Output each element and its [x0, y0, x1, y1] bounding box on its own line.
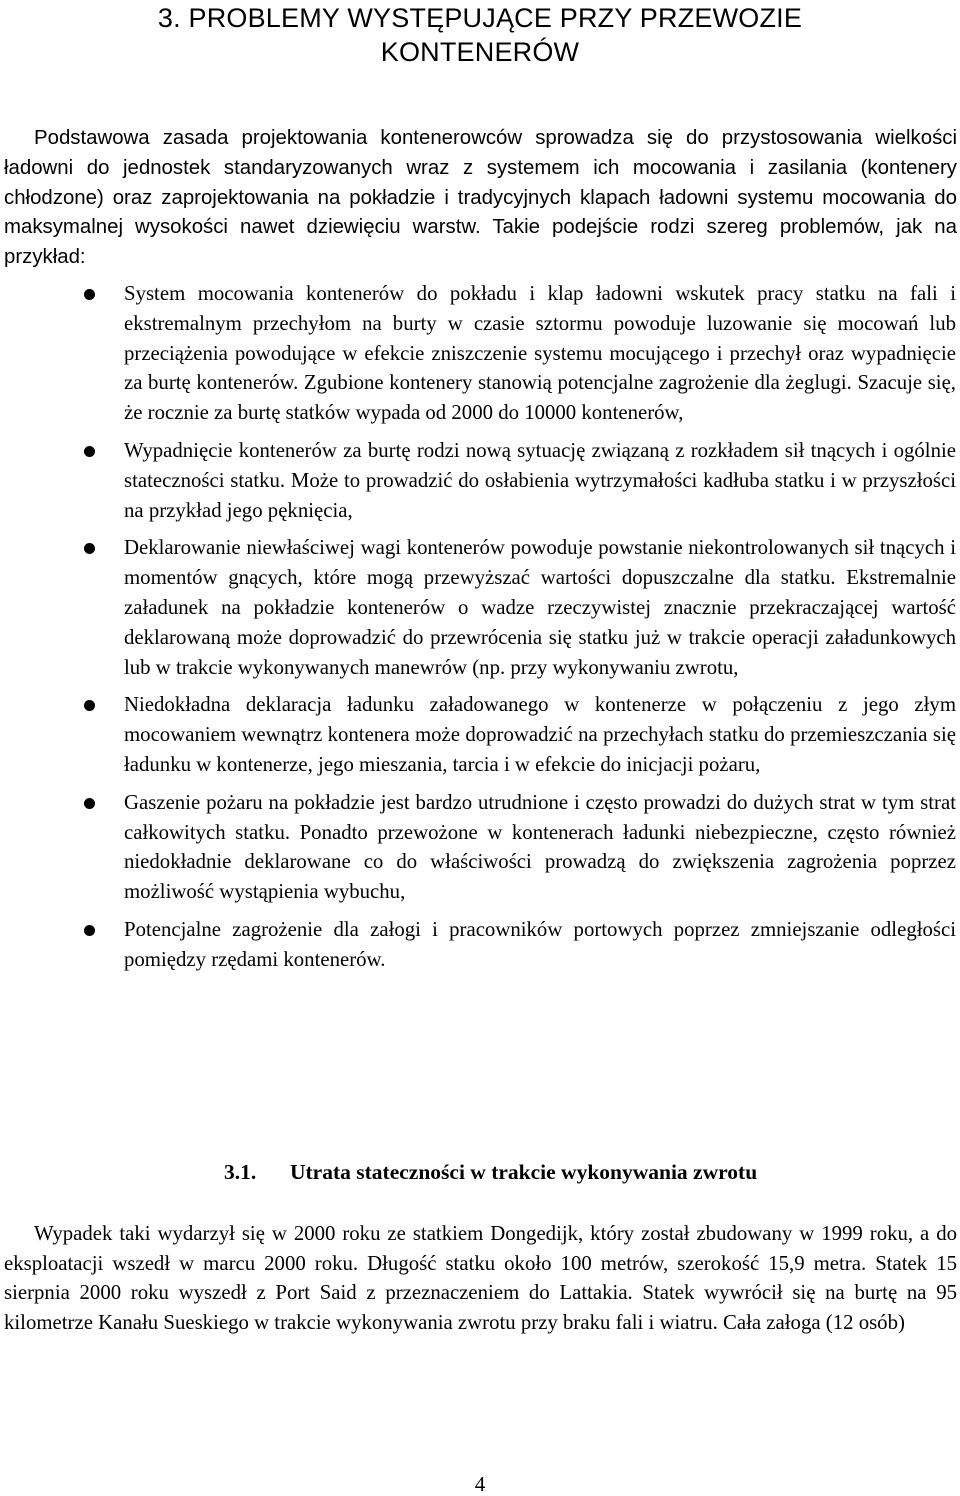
bullet-icon	[84, 925, 95, 936]
bullet-icon	[84, 543, 95, 554]
list-item-text: Gaszenie pożaru na pokładzie jest bardzo utrudnione i często prowadzi do dużych strat w tym strat całkowitych statku. Ponadto przewożone w kontenerach ładunki niebezpieczne, często również niedokładnie deklarowane co do właściwości prowadzą do zwiększenia zagrożenia poprzez możliwość wystąpienia wybuchu,	[124, 790, 956, 904]
bullet-icon	[84, 446, 95, 457]
list-item-text: Deklarowanie niewłaściwej wagi kontenerów powoduje powstanie niekontrolowanych sił tnących i momentów gnących, które mogą przewyższać wartości dopuszczalne dla statku. Ekstremalnie załadunek na pokładzie kontenerów o wadze rzeczywistej znacznie przekraczającej wartość deklarowaną może doprowadzić do przewrócenia się statku już w trakcie operacji załadunkowych lub w trakcie wykonywanych manewrów (np. przy wykonywaniu zwrotu,	[124, 536, 956, 679]
list-item	[0, 279, 956, 428]
list-item	[0, 690, 956, 779]
bullet-icon	[84, 700, 95, 711]
bullet-icon	[84, 798, 95, 809]
list-item	[0, 915, 956, 975]
bullet-icon	[84, 289, 95, 300]
intro-paragraph: Podstawowa zasada projektowania kontenerowców sprowadza się do przystosowania wielkości ładowni do jednostek standaryzowanych wraz z systemem ich mocowania i zasilania (kontenery chłodzone) oraz zaprojektowania na pokładzie i tradycyjnych klapach ładowni systemu mocowania do maksymalnej wysokości nawet dziewięciu warstw. Takie podejście rodzi szereg problemów, jak na przykład:	[4, 127, 957, 269]
section-title: Utrata stateczności w trakcie wykonywania zwrotu	[290, 1160, 758, 1184]
section-number: 3.1.	[224, 1160, 257, 1184]
list-item	[0, 533, 956, 682]
page-number: 4	[474, 1472, 486, 1496]
section-heading	[224, 1156, 757, 1188]
list-item	[0, 436, 956, 525]
problems-list	[0, 279, 960, 983]
list-item-text: Potencjalne zagrożenie dla załogi i pracowników portowych poprzez zmniejszanie odległości pomiędzy rzędami kontenerów.	[124, 917, 956, 971]
list-item-text: Wypadnięcie kontenerów za burtę rodzi nową sytuację związaną z rozkładem sił tnących i ogólnie stateczności statku. Może to prowadzić do osłabienia wytrzymałości kadłuba statku i w przyszłości na przykład jego pęknięcia,	[124, 438, 956, 522]
list-item-text: Niedokładna deklaracja ładunku załadowanego w kontenerze w połączeniu z jego złym mocowaniem wewnątrz kontenera może doprowadzić na przechyłach statku do przemieszczania się ładunku w kontenerze, jego mieszania, tarcia i w efekcie do inicjacji pożaru,	[124, 693, 956, 776]
chapter-title-line-1: 3. PROBLEMY WYSTĘPUJĄCE PRZY PRZEWOZIE	[157, 3, 803, 33]
chapter-title-line-2: KONTENERÓW	[380, 37, 580, 67]
list-item	[0, 788, 956, 907]
list-item-text: System mocowania kontenerów do pokładu i klap ładowni wskutek pracy statku na fali i ekstremalnym przechyłom na burty w czasie sztormu powoduje luzowanie się mocowań lub przeciążenia powodujące w efekcie zniszczenie systemu mocującego i przechył oraz wypadnięcie za burtę kontenerów. Zgubione kontenery stanowią potencjalne zagrożenie dla żeglugi. Szacuje się, że rocznie za burtę statków wypada od 2000 do 10000 kontenerów,	[124, 282, 956, 425]
section-paragraph: Wypadek taki wydarzył się w 2000 roku ze statkiem Dongedijk, który został zbudowany w 1999 roku, a do eksploatacji wszedł w marcu 2000 roku. Długość statku około 100 metrów, szerokość 15,9 metra. Statek 15 sierpnia 2000 roku wyszedł z Port Said z przeznaczeniem do Lattakia. Statek wywrócił się na burtę na 95 kilometrze Kanału Sueskiego w trakcie wykonywania zwrotu przy braku fali i wiatru. Cała załoga (12 osób)	[4, 1222, 957, 1334]
